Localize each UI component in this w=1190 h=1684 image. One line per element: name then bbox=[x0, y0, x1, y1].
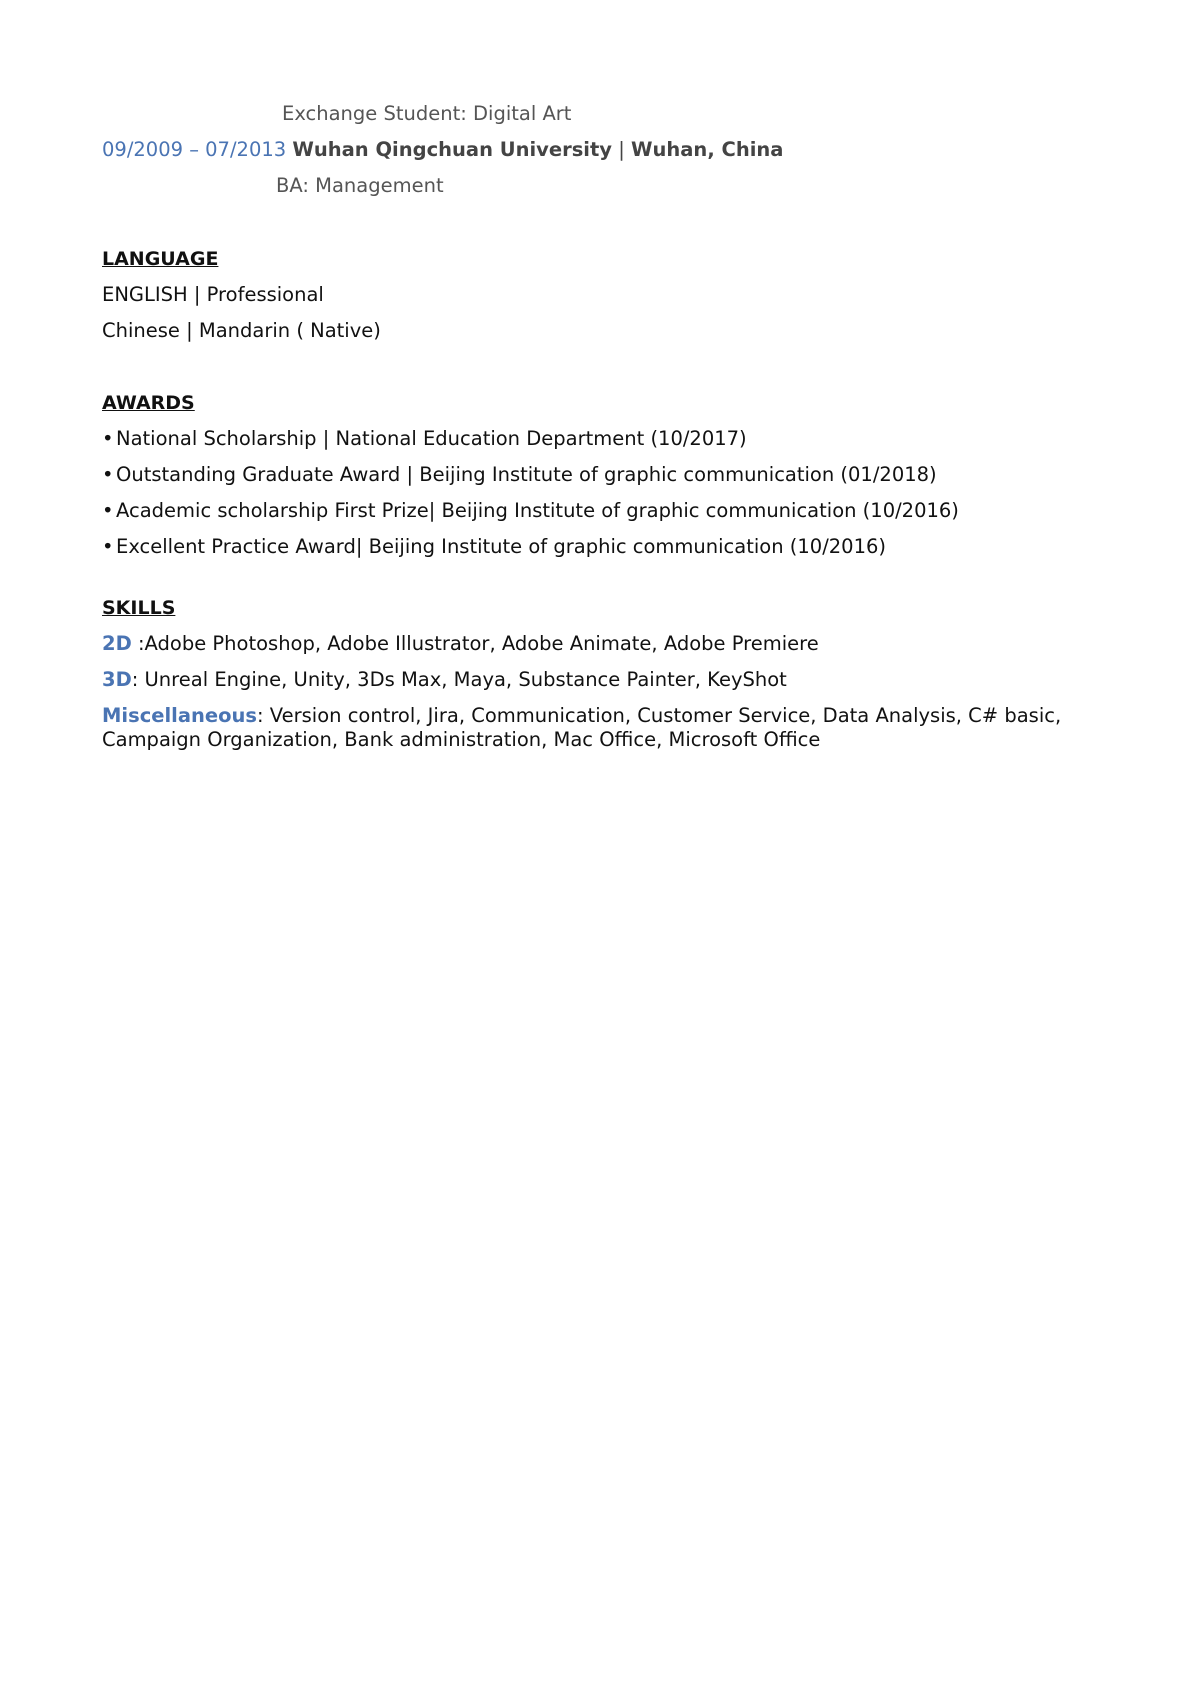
skill-2d-label: 2D bbox=[102, 632, 132, 655]
bullet-icon: • bbox=[102, 427, 114, 450]
award-item bbox=[102, 499, 959, 523]
language-item: ENGLISH | Professional bbox=[102, 283, 324, 306]
award-item bbox=[102, 427, 747, 451]
skill-2d-text: :Adobe Photoshop, Adobe Illustrator, Adobe Animate, Adobe Premiere bbox=[131, 632, 819, 655]
skill-misc bbox=[102, 704, 1062, 752]
language-item: Chinese | Mandarin ( Native) bbox=[102, 319, 381, 342]
skill-misc-text: : Version control, Jira, Communication, Customer Service, Data Analysis, C# basic, Campaign Organization, Bank administration, Mac Office, Microsoft Office bbox=[102, 704, 1062, 751]
education-school: Wuhan Qingchuan University bbox=[292, 138, 613, 161]
skill-misc-label: Miscellaneous bbox=[102, 704, 258, 727]
education-entry bbox=[102, 138, 783, 162]
skills-heading: SKILLS bbox=[102, 597, 176, 619]
skill-3d-text: : Unreal Engine, Unity, 3Ds Max, Maya, Substance Painter, KeyShot bbox=[131, 668, 787, 691]
education-separator: | bbox=[618, 138, 625, 161]
education-degree: BA: Management bbox=[276, 174, 444, 197]
awards-heading: AWARDS bbox=[102, 392, 195, 414]
award-text: Outstanding Graduate Award | Beijing Institute of graphic communication (01/2018) bbox=[116, 463, 937, 486]
award-item bbox=[102, 463, 937, 487]
award-text: National Scholarship | National Education Department (10/2017) bbox=[116, 427, 747, 450]
skill-3d bbox=[102, 668, 787, 692]
exchange-student-detail: Exchange Student: Digital Art bbox=[282, 102, 572, 125]
award-text: Excellent Practice Award| Beijing Institute of graphic communication (10/2016) bbox=[116, 535, 887, 558]
bullet-icon: • bbox=[102, 535, 114, 558]
education-dates: 09/2009 – 07/2013 bbox=[102, 138, 287, 161]
award-item bbox=[102, 535, 886, 559]
bullet-icon: • bbox=[102, 463, 114, 486]
language-heading: LANGUAGE bbox=[102, 248, 219, 270]
skill-3d-label: 3D bbox=[102, 668, 132, 691]
bullet-icon: • bbox=[102, 499, 114, 522]
education-location: Wuhan, China bbox=[631, 138, 784, 161]
award-text: Academic scholarship First Prize| Beijing Institute of graphic communication (10/2016) bbox=[116, 499, 959, 522]
skill-2d bbox=[102, 632, 819, 656]
